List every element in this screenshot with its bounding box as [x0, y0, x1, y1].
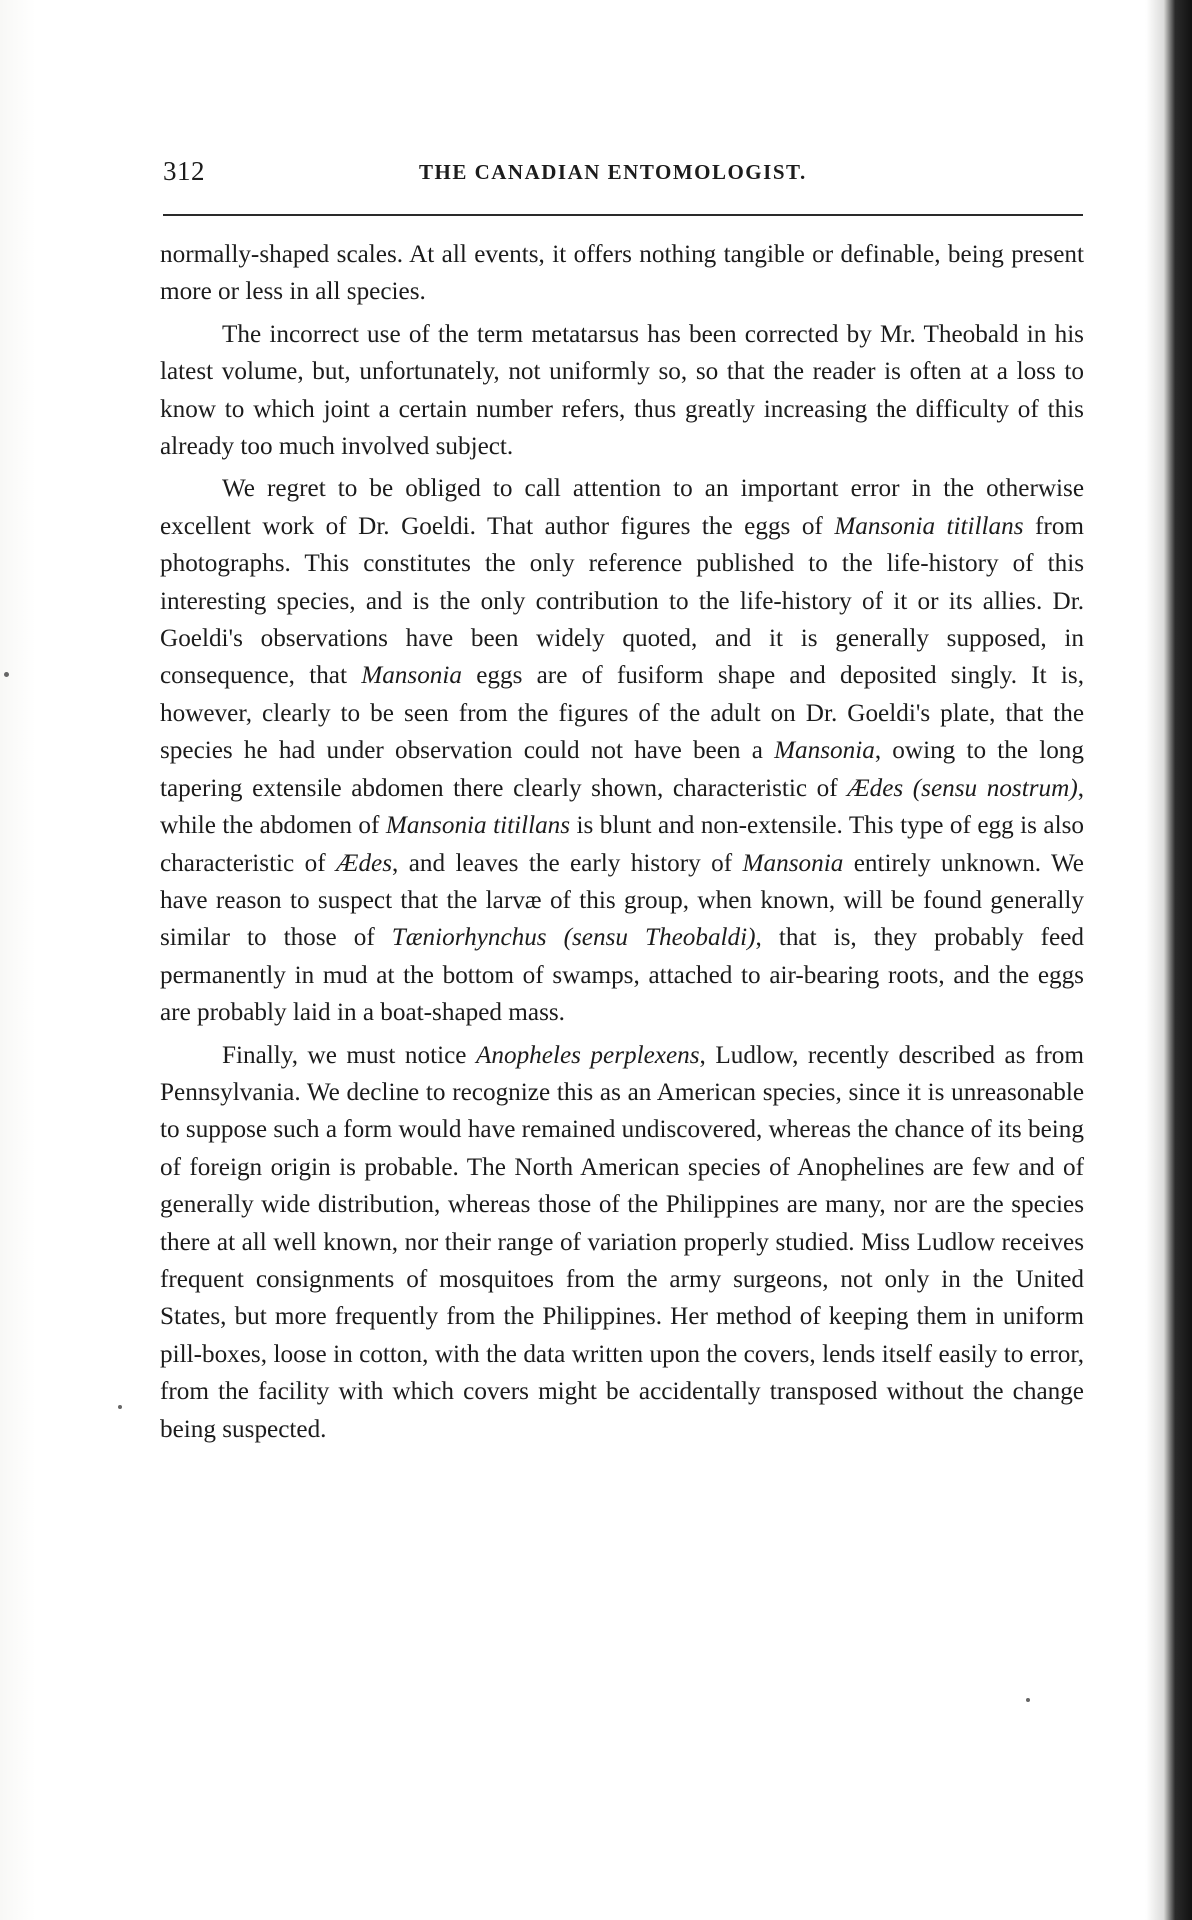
italic-term: Mansonia titillans: [385, 812, 571, 840]
text-run: Finally, we must notice: [222, 1041, 476, 1069]
italic-term: Anopheles perplexens: [476, 1041, 700, 1069]
page-number: 312: [163, 156, 205, 186]
text-run: eggs are of fusiform shape and deposited singly. It is, however, clearly to be seen from the figures of the adult on Dr. Goeldi's plate, that the species he had under observation could not have been a: [160, 662, 1084, 765]
scan-speck: [1026, 1698, 1030, 1702]
italic-term: Ædes: [336, 849, 393, 877]
scan-speck: [4, 672, 9, 677]
header-rule: [163, 214, 1083, 216]
text-run: The incorrect use of the term metatarsus has been corrected by Mr. Theobald in his latest volume, but, unfortunately, not uniformly so, so that the reader is often at a loss to know to which joint a certain number refers, thus greatly increasing the difficulty of this already too much involved subject.: [160, 320, 1084, 461]
italic-term: Mansonia: [774, 737, 875, 765]
italic-term: Mansonia titillans: [834, 512, 1024, 540]
italic-term: Mansonia: [742, 849, 844, 877]
text-run: , and leaves the early history of: [392, 849, 743, 877]
text-run: , Ludlow, recently described as from Pennsylvania. We decline to recognize this as an American species, since it is unreasonable to suppose such a form would have remained undiscovered, whereas the chance of its being of foreign origin is probable. The North American species of Anophelines are few and of generally wide distribution, whereas those of the Philippines are many, nor are the species there at all well known, nor their range of variation properly studied. Miss Ludlow receives frequent consignments of mosquitoes from the army surgeons, not only in the United States, but more frequently from the Philippines. Her method of keeping them in uniform pill-boxes, loose in cotton, with the data written upon the covers, lends itself easily to error, from the facility with which covers might be accidentally transposed without the change being suspected.: [160, 1041, 1084, 1443]
text-run: We regret to be obliged to call attention to an important error in the otherwise excellent work of Dr. Goeldi. That author figures the eggs of: [160, 475, 1084, 540]
paragraph-p3: [160, 470, 1084, 1031]
text-run: , while the abdomen of: [160, 774, 1084, 840]
text-run: normally-shaped scales. At all events, it offers nothing tangible or definable, being present more or less in all species.: [160, 241, 1084, 306]
page-header: [163, 156, 1083, 192]
text-run: , that is, they probably feed permanently in mud at the bottom of swamps, attached to air-bearing roots, and the eggs are probably laid in a boat-shaped mass.: [160, 924, 1084, 1027]
article-body: [160, 236, 1084, 1453]
paragraph-p1: [160, 236, 1084, 311]
italic-term: Tæniorhynchus (sensu Theobaldi): [391, 924, 756, 952]
running-title: THE CANADIAN ENTOMOLOGIST.: [419, 160, 807, 184]
italic-term: Ædes (sensu nostrum): [847, 774, 1078, 802]
scan-speck: [118, 1405, 122, 1409]
text-run: from photographs. This constitutes the only reference published to the life-history of this interesting species, and is the only contribution to the life-history of it or its allies. Dr. Goeldi's observations have been widely quoted, and it is generally supposed, in consequence, that: [160, 512, 1085, 690]
page-binding-shadow: [1146, 0, 1164, 1920]
paragraph-p4: [160, 1037, 1084, 1448]
italic-term: Mansonia: [361, 662, 462, 690]
text-run: entirely unknown. We have reason to suspect that the larvæ of this group, when known, will be found generally similar to those of: [160, 849, 1084, 952]
text-run: is blunt and non-extensile. This type of egg is also characteristic of: [160, 812, 1084, 877]
page-binding-edge: [1164, 0, 1192, 1920]
text-run: , owing to the long tapering extensile abdomen there clearly shown, characteristic of: [160, 737, 1084, 802]
paragraph-p2: [160, 316, 1084, 466]
